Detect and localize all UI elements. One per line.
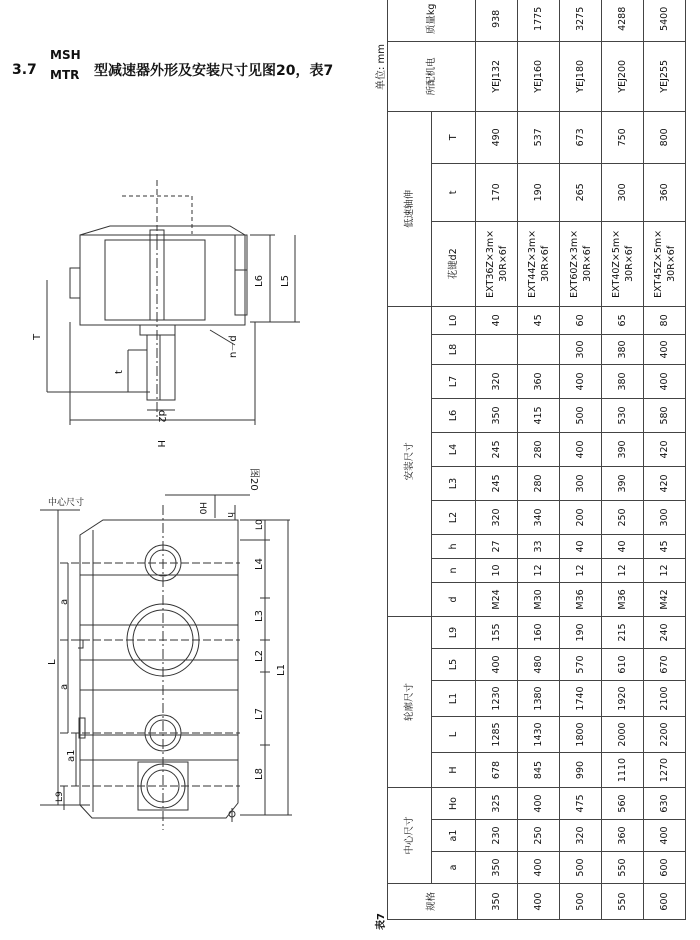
cell-T: 537: [518, 111, 560, 163]
cell-L6: 415: [518, 398, 560, 432]
cell-d2-line2: 30R×6f: [581, 245, 593, 282]
col-L: L: [432, 716, 476, 752]
label-H: H: [155, 440, 166, 448]
cell-n: 12: [560, 558, 602, 582]
col-n: n: [432, 558, 476, 582]
label-h: h: [225, 512, 235, 518]
model-msh: MSH: [50, 48, 81, 62]
cell-L7: 400: [560, 364, 602, 398]
cell-mass: 5400: [644, 0, 686, 41]
cell-L8: 380: [602, 334, 644, 364]
cell-L5: 480: [518, 648, 560, 680]
col-L1: L1: [432, 680, 476, 716]
cell-spec: 350: [476, 884, 518, 920]
cell-L8: [518, 334, 560, 364]
label-L8: L8: [254, 768, 265, 780]
figure-caption: 图20: [248, 468, 259, 491]
col-a: a: [432, 852, 476, 884]
cell-h: 45: [644, 534, 686, 558]
cell-d2-line1: EXT40Z×5m×: [610, 229, 622, 298]
cell-L1: 1230: [476, 680, 518, 716]
cell-H: 1110: [602, 752, 644, 787]
cell-d2-line2: 30R×6f: [665, 245, 677, 282]
cell-L2: 340: [518, 500, 560, 534]
cell-d2: [518, 221, 560, 306]
header-center: 中心尺寸: [388, 787, 432, 883]
cell-a1: 230: [476, 820, 518, 852]
cell-t: 265: [560, 163, 602, 221]
cell-H: 1270: [644, 752, 686, 787]
label-L: L: [47, 659, 58, 665]
cell-h: 27: [476, 534, 518, 558]
cell-motor: YEJ132: [476, 41, 518, 111]
cell-d2-line2: 30R×6f: [539, 245, 551, 282]
label-d2: d2: [156, 410, 167, 423]
label-L4: L4: [254, 558, 265, 570]
col-L0: L0: [432, 306, 476, 334]
cell-d: M36: [602, 582, 644, 616]
cell-L5: 570: [560, 648, 602, 680]
cell-t: 360: [644, 163, 686, 221]
cell-L4: 390: [602, 432, 644, 466]
table-row: [602, 0, 644, 920]
cell-L2: 200: [560, 500, 602, 534]
cell-L5: 400: [476, 648, 518, 680]
cell-L9: 240: [644, 616, 686, 648]
cell-a: 350: [476, 852, 518, 884]
header-install: 安装尺寸: [388, 306, 432, 616]
cell-d2: [602, 221, 644, 306]
col-L3: L3: [432, 466, 476, 500]
section-number: 3.7: [12, 62, 37, 78]
cell-Ho: 560: [602, 787, 644, 819]
cell-L4: 245: [476, 432, 518, 466]
cell-L5: 670: [644, 648, 686, 680]
cell-L3: 245: [476, 466, 518, 500]
cell-L: 1800: [560, 716, 602, 752]
label-n-d: n－d: [228, 335, 239, 358]
cell-h: 33: [518, 534, 560, 558]
table-row: [644, 0, 686, 920]
cell-d2: [560, 221, 602, 306]
cell-d: M30: [518, 582, 560, 616]
col-L7: L7: [432, 364, 476, 398]
cell-L2: 320: [476, 500, 518, 534]
cell-L: 2000: [602, 716, 644, 752]
col-d: d: [432, 582, 476, 616]
cell-d2-line2: 30R×6f: [497, 245, 509, 282]
cell-L7: 380: [602, 364, 644, 398]
col-L8: L8: [432, 334, 476, 364]
cell-n: 10: [476, 558, 518, 582]
cell-H: 845: [518, 752, 560, 787]
cell-spec: 550: [602, 884, 644, 920]
cell-L8: 300: [560, 334, 602, 364]
cell-L9: 190: [560, 616, 602, 648]
cell-spec: 600: [644, 884, 686, 920]
cell-L8: 400: [644, 334, 686, 364]
col-t: t: [432, 163, 476, 221]
cell-mass: 938: [476, 0, 518, 41]
cell-L0: 40: [476, 306, 518, 334]
label-L2: L2: [254, 650, 265, 662]
cell-d2: [644, 221, 686, 306]
cell-L6: 500: [560, 398, 602, 432]
label-T: T: [32, 333, 43, 340]
cell-a: 400: [518, 852, 560, 884]
cell-h: 40: [560, 534, 602, 558]
cell-L1: 1380: [518, 680, 560, 716]
cell-L3: 420: [644, 466, 686, 500]
cell-n: 12: [644, 558, 686, 582]
header-spec: 规格: [388, 884, 476, 920]
model-mtr: MTR: [50, 68, 80, 82]
cell-L6: 530: [602, 398, 644, 432]
label-t: t: [114, 370, 125, 374]
cell-Ho: 400: [518, 787, 560, 819]
col-d2: 花键d2: [432, 221, 476, 306]
cell-d: M36: [560, 582, 602, 616]
cell-L7: 360: [518, 364, 560, 398]
cell-L6: 350: [476, 398, 518, 432]
cell-L7: 320: [476, 364, 518, 398]
label-H0: H0: [197, 502, 207, 515]
label-L9: L9: [55, 791, 65, 802]
cell-L0: 65: [602, 306, 644, 334]
cell-t: 170: [476, 163, 518, 221]
col-H: H: [432, 752, 476, 787]
cell-L2: 250: [602, 500, 644, 534]
cell-L2: 300: [644, 500, 686, 534]
cell-L3: 280: [518, 466, 560, 500]
cell-T: 750: [602, 111, 644, 163]
cell-a1: 400: [644, 820, 686, 852]
cell-T: 490: [476, 111, 518, 163]
cell-L1: 2100: [644, 680, 686, 716]
col-a1: a1: [432, 820, 476, 852]
cell-d2: [476, 221, 518, 306]
label-a1: a1: [66, 749, 77, 762]
cell-L1: 1740: [560, 680, 602, 716]
cell-d2-line1: EXT44Z×3m×: [526, 229, 538, 298]
cell-h: 40: [602, 534, 644, 558]
col-Ho: Ho: [432, 787, 476, 819]
cell-n: 12: [518, 558, 560, 582]
cell-L3: 390: [602, 466, 644, 500]
label-L5: L5: [280, 275, 291, 287]
cell-d: M42: [644, 582, 686, 616]
col-h: h: [432, 534, 476, 558]
cell-n: 12: [602, 558, 644, 582]
cell-a1: 320: [560, 820, 602, 852]
cell-a: 600: [644, 852, 686, 884]
cell-L: 1285: [476, 716, 518, 752]
table-unit: 单位: mm: [376, 43, 387, 90]
table-7: [387, 0, 686, 920]
cell-spec: 400: [518, 884, 560, 920]
cell-T: 800: [644, 111, 686, 163]
cell-motor: YEJ180: [560, 41, 602, 111]
col-L4: L4: [432, 432, 476, 466]
section-title: 型减速器外形及安装尺寸见图20，表7: [94, 63, 334, 79]
cell-L: 1430: [518, 716, 560, 752]
cell-motor: YEJ200: [602, 41, 644, 111]
cell-a: 500: [560, 852, 602, 884]
cell-L7: 400: [644, 364, 686, 398]
label-a-top: a: [59, 598, 70, 605]
label-L0: L0: [255, 519, 265, 530]
col-T: T: [432, 111, 476, 163]
table-row: [476, 0, 518, 920]
cell-L0: 45: [518, 306, 560, 334]
col-L6: L6: [432, 398, 476, 432]
table-7-wrapper: [387, 3, 685, 920]
cell-d2-line2: 30R×6f: [623, 245, 635, 282]
cell-d: M24: [476, 582, 518, 616]
cell-t: 300: [602, 163, 644, 221]
table-row: [560, 0, 602, 920]
cell-d2-line1: EXT60Z×3m×: [568, 229, 580, 298]
label-L6: L6: [254, 275, 265, 287]
cell-L9: 155: [476, 616, 518, 648]
label-a-mid: a: [59, 683, 70, 690]
cell-d2-line1: EXT45Z×5m×: [652, 229, 664, 298]
cell-L9: 160: [518, 616, 560, 648]
cell-T: 673: [560, 111, 602, 163]
cell-L0: 60: [560, 306, 602, 334]
cell-mass: 4288: [602, 0, 644, 41]
col-L9: L9: [432, 616, 476, 648]
cell-L5: 610: [602, 648, 644, 680]
header-motor: 所配机电: [388, 41, 476, 111]
col-L2: L2: [432, 500, 476, 534]
cell-L8: [476, 334, 518, 364]
header-outline: 轮廓尺寸: [388, 616, 432, 787]
cell-L9: 215: [602, 616, 644, 648]
cell-a1: 250: [518, 820, 560, 852]
cell-L: 2200: [644, 716, 686, 752]
cell-d2-line1: EXT36Z×3m×: [484, 229, 496, 298]
cell-L1: 1920: [602, 680, 644, 716]
cell-motor: YEJ160: [518, 41, 560, 111]
cell-Ho: 475: [560, 787, 602, 819]
cell-L6: 580: [644, 398, 686, 432]
cell-mass: 3275: [560, 0, 602, 41]
cell-H: 990: [560, 752, 602, 787]
cell-L4: 420: [644, 432, 686, 466]
cell-L3: 300: [560, 466, 602, 500]
label-center-size: 中心尺寸: [48, 498, 85, 508]
col-L5: L5: [432, 648, 476, 680]
table-title: 表7: [376, 913, 387, 930]
cell-L4: 280: [518, 432, 560, 466]
header-mass: 质量kg: [388, 0, 476, 41]
cell-a: 550: [602, 852, 644, 884]
label-L1: L1: [276, 664, 287, 676]
cell-a1: 360: [602, 820, 644, 852]
cell-H: 678: [476, 752, 518, 787]
cell-L4: 400: [560, 432, 602, 466]
label-L7: L7: [254, 708, 265, 720]
cell-spec: 500: [560, 884, 602, 920]
cell-mass: 1775: [518, 0, 560, 41]
cell-Ho: 630: [644, 787, 686, 819]
label-L3: L3: [254, 610, 265, 622]
table-body: [476, 0, 686, 920]
header-shaft: 低速轴伸: [388, 111, 432, 306]
cell-t: 190: [518, 163, 560, 221]
cell-motor: YEJ255: [644, 41, 686, 111]
cell-Ho: 325: [476, 787, 518, 819]
table-row: [518, 0, 560, 920]
cell-L0: 80: [644, 306, 686, 334]
